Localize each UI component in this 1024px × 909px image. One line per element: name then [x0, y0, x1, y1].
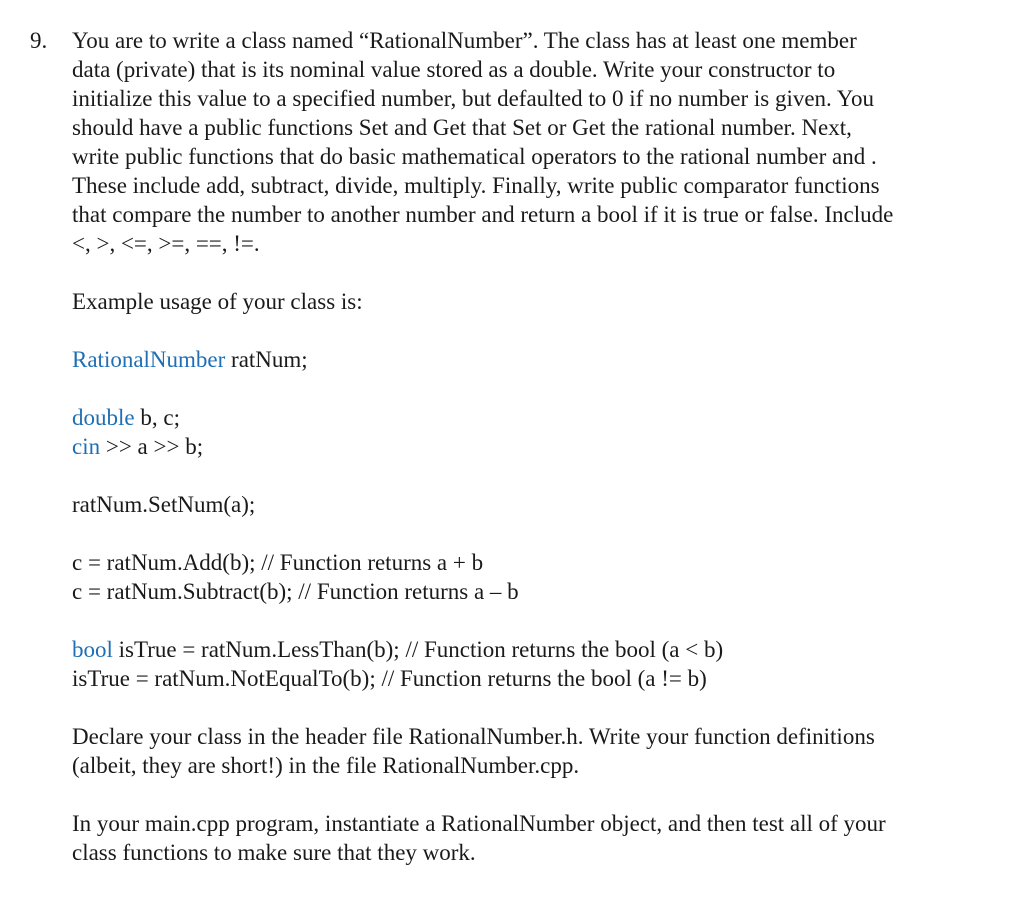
declare-paragraph — [72, 722, 1007, 780]
code-keyword: RationalNumber — [72, 347, 226, 372]
code-text: ratNum; — [225, 347, 308, 372]
code-keyword: double — [72, 405, 135, 430]
code-keyword: cin — [72, 434, 101, 459]
code-notequal-line: isTrue = ratNum.NotEqualTo(b); // Function returns the bool (a != b) — [72, 666, 707, 691]
example-heading: Example usage of your class is: — [72, 289, 363, 314]
code-text: isTrue = ratNum.LessThan(b); // Function returns the bool (a < b) — [112, 637, 724, 662]
intro-paragraph — [72, 26, 1007, 258]
question-number: 9. — [30, 28, 48, 53]
code-add-line: c = ratNum.Add(b); // Function returns a + b — [72, 550, 484, 575]
code-setnum-line: ratNum.SetNum(a); — [72, 492, 256, 517]
declare-line: Declare your class in the header file RationalNumber.h. Write your function definitions — [72, 724, 875, 749]
intro-line: write public functions that do basic mathematical operators to the rational number and . — [72, 144, 877, 169]
main-line: In your main.cpp program, instantiate a RationalNumber object, and then test all of your — [72, 811, 886, 836]
declare-line: (albeit, they are short!) in the file RationalNumber.cpp. — [72, 753, 580, 778]
intro-line: <, >, <=, >=, ==, !=. — [72, 231, 260, 256]
intro-line: that compare the number to another number and return a bool if it is true or false. Include — [72, 202, 894, 227]
intro-line: You are to write a class named “RationalNumber”. The class has at least one member — [72, 28, 857, 53]
intro-line: should have a public functions Set and Get that Set or Get the rational number. Next, — [72, 115, 852, 140]
code-text: b, c; — [134, 405, 180, 430]
main-paragraph — [72, 809, 1007, 867]
question-body — [72, 26, 1007, 867]
intro-line: data (private) that is its nominal value stored as a double. Write your constructor to — [72, 57, 836, 82]
intro-line: These include add, subtract, divide, multiply. Finally, write public comparator functions — [72, 173, 880, 198]
code-declaration — [72, 345, 1007, 374]
code-double-line — [72, 403, 1007, 432]
code-text: >> a >> b; — [100, 434, 204, 459]
code-subtract-line: c = ratNum.Subtract(b); // Function returns a – b — [72, 579, 519, 604]
main-line: class functions to make sure that they work. — [72, 840, 476, 865]
code-cin-line — [72, 432, 1007, 461]
intro-line: initialize this value to a specified number, but defaulted to 0 if no number is given. You — [72, 86, 875, 111]
code-bool-line — [72, 635, 1007, 664]
code-keyword: bool — [72, 637, 113, 662]
